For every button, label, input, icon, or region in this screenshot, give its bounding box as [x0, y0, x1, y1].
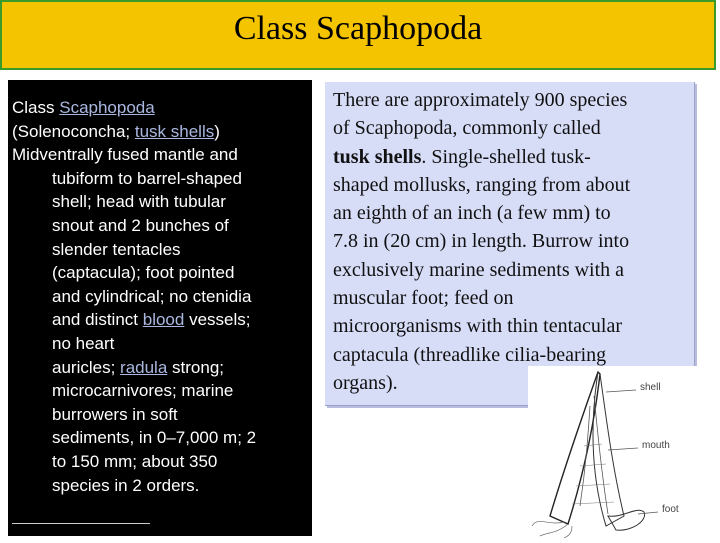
left-line-3: Midventrally fused mantle and: [12, 145, 238, 165]
classification-panel: [8, 80, 312, 536]
text: Class: [12, 98, 60, 117]
right-line-2: of Scaphopoda, commonly called: [333, 117, 601, 140]
right-line-5: an eighth of an inch (a few mm) to: [333, 202, 611, 225]
left-line-4: tubiform to barrel-shaped: [52, 168, 242, 188]
left-line-13: microcarnivores; marine: [52, 381, 234, 401]
text: and distinct: [52, 310, 143, 330]
radula-link[interactable]: radula: [120, 357, 168, 377]
left-line-16: to 150 mm; about 350: [52, 451, 218, 471]
left-line-12: [12, 356, 306, 380]
right-line-11: organs).: [333, 371, 398, 394]
text: (Solenoconcha;: [12, 121, 135, 141]
right-line-9: microorganisms with thin tentacular: [333, 315, 623, 338]
tusk-shell-illustration: [528, 366, 718, 538]
left-line-15: sediments, in 0–7,000 m; 2: [52, 428, 257, 448]
tusk-shell-drawing: [528, 366, 718, 538]
tusk-shells-bold: tusk shells: [333, 145, 422, 168]
left-line-6: snout and 2 bunches of: [52, 215, 229, 235]
text: auricles;: [52, 357, 121, 377]
footnote-rule: [12, 523, 150, 524]
right-line-6: 7.8 in (20 cm) in length. Burrow into: [333, 230, 630, 253]
text: ): [214, 121, 220, 141]
right-line-1: There are approximately 900 species: [333, 89, 628, 111]
right-line-7: exclusively marine sediments with a: [333, 258, 625, 281]
tusk-shells-link[interactable]: tusk shells: [134, 121, 215, 141]
description-box: [325, 82, 695, 406]
left-line-8: (captacula); foot pointed: [52, 263, 235, 283]
left-line-7: slender tentacles: [52, 239, 181, 259]
left-line-2: [12, 120, 306, 144]
left-line-10: [12, 308, 306, 332]
right-line-10: captacula (threadlike cilia-bearing: [333, 343, 607, 366]
title-bar: [0, 0, 716, 70]
shell-label: shell: [640, 382, 661, 393]
text: vessels;: [184, 310, 251, 330]
left-line-1: [12, 96, 306, 120]
text: strong;: [167, 357, 224, 377]
blood-link[interactable]: blood: [142, 310, 185, 330]
mouth-label: mouth: [642, 440, 670, 451]
left-line-17: species in 2 orders.: [52, 475, 200, 495]
right-line-3: [333, 143, 688, 171]
left-line-11: no heart: [52, 333, 115, 353]
slide-title: Class Scaphopoda: [233, 10, 483, 47]
left-line-5: shell; head with tubular: [52, 192, 226, 212]
text: . Single-shelled tusk-: [421, 145, 591, 168]
left-line-9: and cylindrical; no ctenidia: [52, 286, 252, 306]
scaphopoda-link[interactable]: Scaphopoda: [59, 98, 155, 117]
left-line-14: burrowers in soft: [52, 404, 178, 424]
foot-label: foot: [662, 504, 679, 515]
right-line-8: muscular foot; feed on: [333, 287, 514, 310]
right-line-4: shaped mollusks, ranging from about: [333, 173, 631, 196]
